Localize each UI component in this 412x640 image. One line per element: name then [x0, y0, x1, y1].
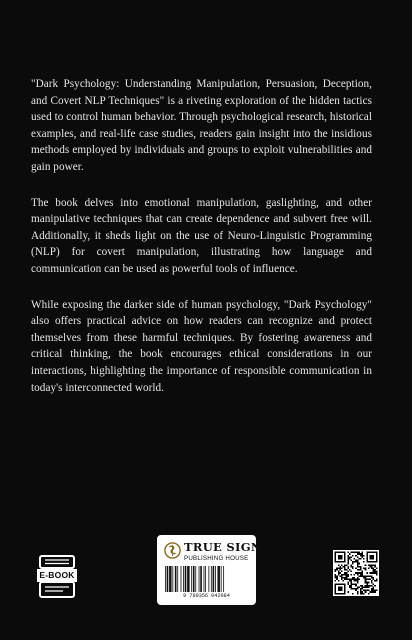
qr-code-icon	[333, 550, 379, 596]
isbn-digits: 9 789356 042084	[183, 593, 230, 599]
blurb-paragraph-2: The book delves into emotional manipulation, gaslighting, and other manipulative techniques that can create dependence and subvert free will. Additionally, it sheds light on the use of Neuro-Linguistic Programming (NLP) for covert manipulation, illustrating how language and communication can be used as powerful tools of influence.	[31, 196, 372, 275]
publisher-subtitle: PUBLISHING HOUSE	[184, 555, 249, 562]
ebook-label: E-BOOK	[37, 569, 77, 582]
blurb-paragraph-1: "Dark Psychology: Understanding Manipulation, Persuasion, Deception, and Covert NLP Techniques" is a riveting exploration of the hidden tactics used to control human behavior. Through psychological research, historical examples, and real-life case studies, readers gain insight into the insidious methods employed by individuals and groups to exploit vulnerabilities and gain power.	[31, 78, 372, 173]
blurb-paragraph-3: While exposing the darker side of human psychology, "Dark Psychology" also offers practical advice on how readers can recognize and protect themselves from these harmful techniques. By fostering awareness and critical thinking, the book encourages ethical considerations in our interactions, highlighting the importance of responsible communication in today's interconnected world.	[31, 298, 372, 394]
barcode	[165, 566, 248, 592]
ebook-badge	[37, 555, 77, 599]
blurb-text	[31, 76, 372, 415]
publisher-emblem-icon	[164, 542, 181, 559]
publisher-name: TRUE SIGN	[184, 540, 262, 554]
publisher-logo-box	[157, 535, 262, 605]
